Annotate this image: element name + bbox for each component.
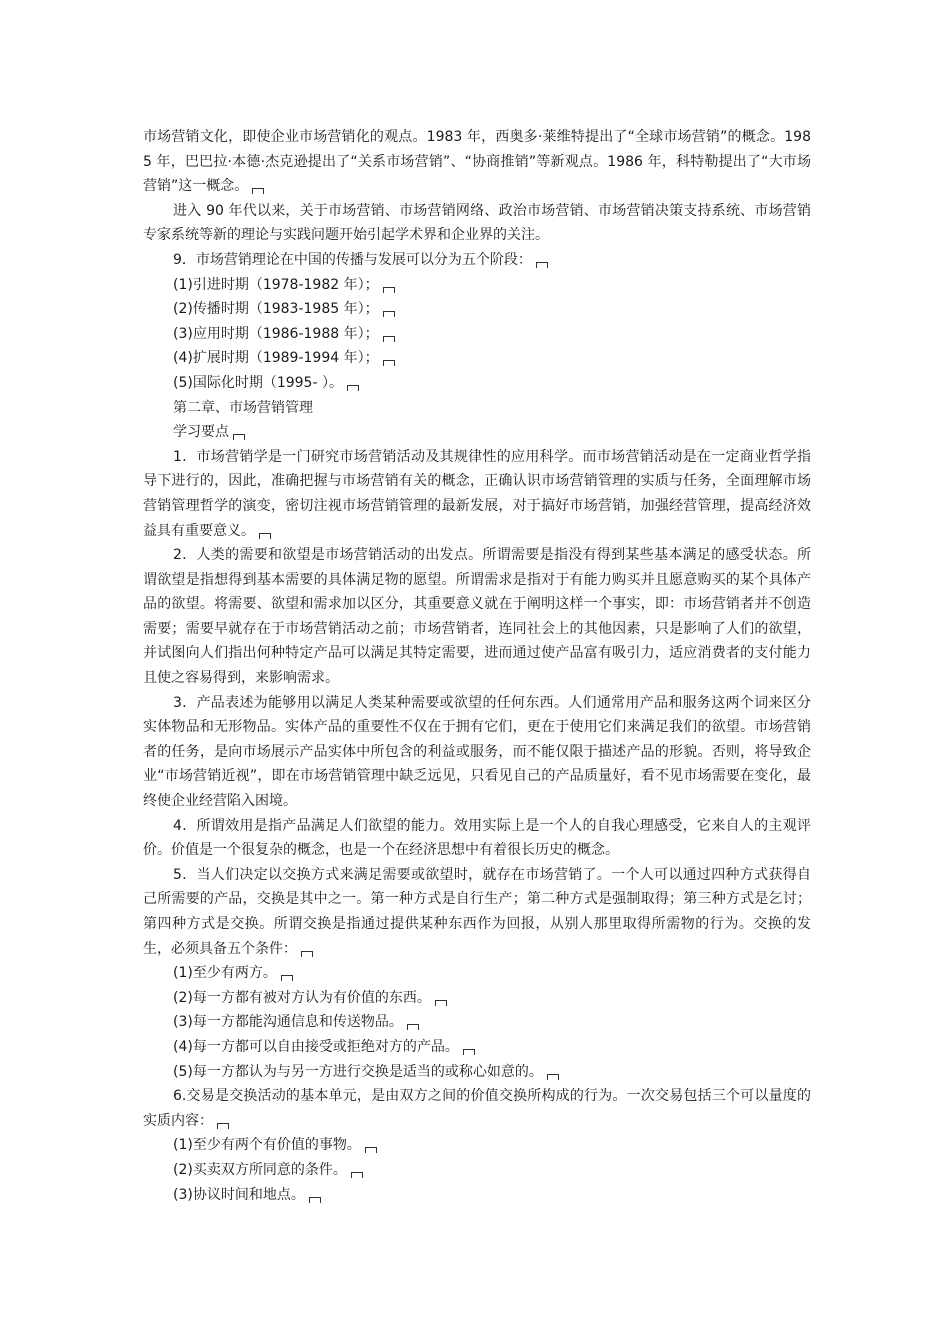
list-item: (2)买卖双方所同意的条件。 (143, 1158, 811, 1183)
paragraph-mark-icon (233, 434, 245, 440)
paragraph-mark-icon (383, 287, 395, 293)
paragraph: 6.交易是交换活动的基本单元，是由双方之间的价值交换所构成的行为。一次交易包括三个可以量度的实质内容： (143, 1088, 811, 1129)
list-item: (5)国际化时期（1995- ）。 (143, 371, 811, 396)
chapter-heading: 第二章、市场营销管理 (173, 399, 313, 416)
list-item: (3)每一方都能沟通信息和传送物品。 (143, 1010, 811, 1035)
paragraph-mark-icon (281, 975, 293, 981)
paragraph-mark-icon (547, 1074, 559, 1080)
paragraph: 2．人类的需要和欲望是市场营销活动的出发点。所谓需要是指没有得到某些基本满足的感受状态。所谓欲望是指想得到基本需要的具体满足物的愿望。所谓需求是指对于有能力购买并且愿意购买的某个具体产品的欲望。将需要、欲望和需求加以区分，其重要意义就在于阐明这样一个事实，即：市场营销者并不创造需要；需要早就存在于市场营销活动之前；市场营销者，连同社会上的其他因素，只是影响了人们的欲望，并试图向人们指出何种特定产品可以满足其特定需要，进而通过使产品富有吸引力，适应消费者的支付能力且使之容易得到，来影响需求。 (143, 547, 811, 687)
paragraph: 5．当人们决定以交换方式来满足需要或欲望时，就存在市场营销了。一个人可以通过四种方式获得自己所需要的产品，交换是其中之一。第一种方式是自行生产；第二种方式是强制取得；第三种方式是乞讨；第四种方式是交换。所谓交换是指通过提供某种东西作为回报，从别人那里取得所需物的行为。交换的发生，必须具备五个条件： (143, 866, 811, 957)
paragraph-mark-icon (383, 336, 395, 342)
section-heading: 学习要点 (143, 420, 811, 445)
paragraph-mark-icon (309, 1197, 321, 1203)
paragraph-mark-icon (383, 360, 395, 366)
list-item: (1)至少有两方。 (143, 961, 811, 986)
list-item: (1)引进时期（1978-1982 年）； (143, 273, 811, 298)
paragraph: 进入 90 年代以来，关于市场营销、市场营销网络、政治市场营销、市场营销决策支持系统、市场营销专家系统等新的理论与实践问题开始引起学术界和企业界的关注。 (143, 202, 811, 244)
list-item: (3)协议时间和地点。 (143, 1183, 811, 1208)
list-item: (4)每一方都可以自由接受或拒绝对方的产品。 (143, 1035, 811, 1060)
paragraph-mark-icon (365, 1147, 377, 1153)
paragraph: 1．市场营销学是一门研究市场营销活动及其规律性的应用科学。而市场营销活动是在一定商业哲学指导下进行的，因此，准确把握与市场营销有关的概念，正确认识市场营销管理的实质与任务，全面理解市场营销管理哲学的演变，密切注视市场营销管理的最新发展，对于搞好市场营销，加强经营管理，提高经济效益具有重要意义。 (143, 448, 811, 539)
list-item: (1)至少有两个有价值的事物。 (143, 1133, 811, 1158)
list-item: (5)每一方都认为与另一方进行交换是适当的或称心如意的。 (143, 1060, 811, 1085)
paragraph-mark-icon (407, 1024, 419, 1030)
paragraph-mark-icon (463, 1049, 475, 1055)
list-item: (2)每一方都有被对方认为有价值的东西。 (143, 986, 811, 1011)
list-item: (2)传播时期（1983-1985 年）； (143, 297, 811, 322)
paragraph-mark-icon (347, 385, 359, 391)
paragraph-mark-icon (351, 1172, 363, 1178)
paragraph: 4．所谓效用是指产品满足人们欲望的能力。效用实际上是一个人的自我心理感受，它来自人的主观评价。价值是一个很复杂的概念，也是一个在经济思想中有着很长历史的概念。 (143, 817, 811, 859)
paragraph: 3．产品表述为能够用以满足人类某种需要或欲望的任何东西。人们通常用产品和服务这两个词来区分实体物品和无形物品。实体产品的重要性不仅在于拥有它们，更在于使用它们来满足我们的欲望。市场营销者的任务，是向市场展示产品实体中所包含的利益或服务，而不能仅限于描述产品的形貌。否则，将导致企业“市场营销近视”，即在市场营销管理中缺乏远见，只看见自己的产品质量好，看不见市场需要在变化，最终使企业经营陷入困境。 (143, 694, 811, 810)
document-body (143, 125, 811, 1207)
paragraph-mark-icon (301, 951, 313, 957)
paragraph: 市场营销文化，即使企业市场营销化的观点。1983 年，西奥多·莱维特提出了“全球市场营销”的概念。1985 年，巴巴拉·本德·杰克逊提出了“关系市场营销”、“协商推销”等新观点。1986 年，科特勒提出了“大市场营销”这一概念。 (143, 129, 811, 195)
paragraph-mark-icon (252, 188, 264, 194)
paragraph-mark-icon (435, 1000, 447, 1006)
paragraph: 9．市场营销理论在中国的传播与发展可以分为五个阶段： (143, 248, 811, 273)
paragraph-mark-icon (217, 1123, 229, 1129)
paragraph-mark-icon (536, 262, 548, 268)
list-item: (4)扩展时期（1989-1994 年）； (143, 346, 811, 371)
paragraph-mark-icon (259, 533, 271, 539)
list-item: (3)应用时期（1986-1988 年）； (143, 322, 811, 347)
paragraph-mark-icon (383, 311, 395, 317)
